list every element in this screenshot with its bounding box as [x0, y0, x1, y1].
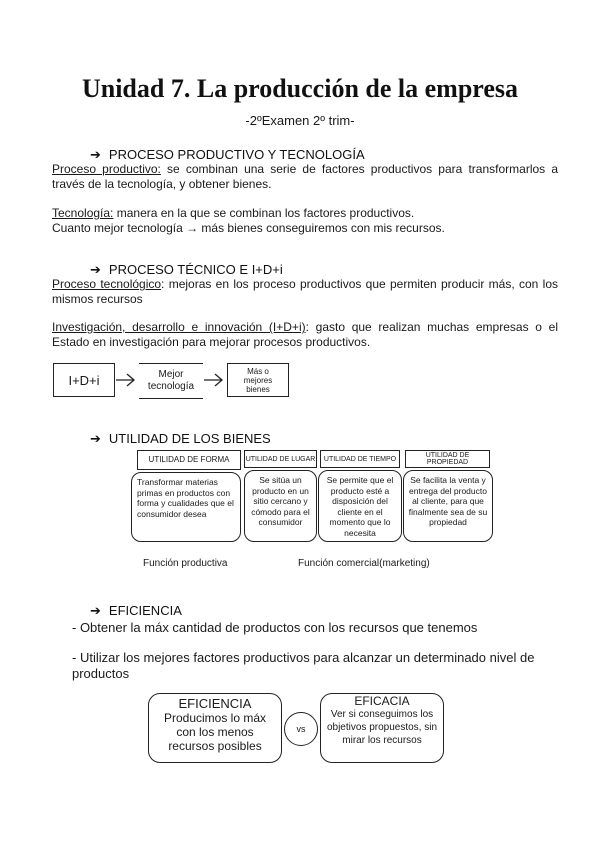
diagram-arrow-2 — [203, 370, 227, 390]
eficiencia-box — [148, 693, 282, 763]
page-title: Unidad 7. La producción de la empresa — [81, 74, 519, 103]
definition-text: se combinan una serie de factores productivos para transformarlos a través de la tecnología, y obtener bienes. — [52, 162, 558, 191]
section-heading-text: PROCESO PRODUCTIVO Y TECNOLOGÍA — [108, 147, 365, 162]
term-proceso-tecnologico: Proceso tecnológico — [52, 277, 162, 291]
diagram-arrow-1 — [115, 370, 139, 390]
diagram-box-label: Más o mejores bienes — [243, 366, 273, 394]
term-proceso-productivo: Proceso productivo: — [52, 162, 161, 176]
eficiencia-box-title: EFICIENCIA — [178, 696, 252, 711]
utilidad-body-text: Se facilita la venta y entrega del producto al cliente, para que finalmente sea de su propiedad — [408, 475, 488, 527]
eficacia-box — [320, 693, 444, 763]
utilidad-propiedad-title — [405, 450, 490, 468]
diagram-box-label: I+D+i — [68, 372, 100, 388]
section-heading-proceso-productivo — [90, 147, 365, 163]
utilidad-forma-body — [131, 472, 241, 542]
eficiencia-line-1: - Obtener la máx cantidad de productos con los recursos que tenemos — [72, 620, 478, 635]
utilidad-title-text: UTILIDAD DE PROPIEDAD — [425, 452, 470, 466]
utilidad-body-text: Se sitúa un producto en un sitio cercano y cómodo para el consumidor — [251, 475, 310, 527]
page-subtitle: -2ºExamen 2º trim- — [245, 113, 355, 128]
utilidad-body-text: Transformar materias primas en productos con forma y cualidades que el consumidor desea — [137, 477, 234, 519]
section-heading-text: EFICIENCIA — [108, 603, 182, 618]
tecnologia-consequence: Cuanto mejor tecnología → más bienes conseguiremos con mis recursos. — [52, 221, 445, 235]
eficacia-box-body: Ver si conseguimos los objetivos propuestos, sin mirar los recursos — [326, 709, 438, 746]
definition-text: : gasto que realizan muchas empresas o el Estado en investigación para mejorar procesos productivos. — [52, 320, 558, 349]
section-heading-eficiencia — [90, 603, 182, 619]
term-tecnologia: Tecnología: — [52, 206, 114, 220]
eficiencia-line-2: - Utilizar los mejores factores productivos para alcanzar un determinado nivel de productos — [72, 650, 535, 681]
arrow-icon: ➔ — [90, 262, 101, 277]
section-heading-utilidad — [90, 431, 271, 447]
paragraph-tecnologia — [52, 206, 558, 236]
arrow-icon: ➔ — [90, 147, 101, 162]
section-heading-proceso-tecnico — [90, 262, 283, 278]
utilidad-lugar-body — [244, 470, 317, 542]
label-funcion-comercial: Función comercial(marketing) — [298, 558, 430, 569]
section-heading-text: PROCESO TÉCNICO E I+D+i — [108, 262, 283, 277]
eficiencia-box-body: Producimos lo máx con los menos recursos posibles — [163, 711, 267, 753]
term-idi: Investigación, desarrollo e innovación (I+D+i) — [52, 320, 306, 334]
diagram-box-label: Mejor tecnología — [147, 369, 195, 392]
utilidad-title-text: UTILIDAD DE LUGAR — [245, 455, 316, 463]
paragraph-idi — [52, 320, 558, 350]
vs-label: vs — [296, 724, 306, 734]
utilidad-title-text: UTILIDAD DE FORMA — [148, 455, 230, 464]
utilidad-title-text: UTILIDAD DE TIEMPO — [323, 455, 397, 463]
label-funcion-productiva: Función productiva — [143, 558, 228, 569]
diagram-box-mejor-tecnologia — [139, 363, 203, 399]
eficacia-box-title: EFICACIA — [354, 694, 410, 708]
definition-text: : mejoras en los proceso productivos que permiten producir más, con los mismos recursos — [52, 277, 558, 306]
vs-circle — [284, 712, 318, 746]
arrow-icon: ➔ — [90, 431, 101, 446]
utilidad-forma-title — [137, 450, 241, 470]
definition-text: manera en la que se combinan los factores productivos. — [113, 206, 415, 220]
arrow-icon: ➔ — [90, 603, 101, 618]
utilidad-propiedad-body — [403, 470, 493, 542]
section-heading-text: UTILIDAD DE LOS BIENES — [108, 431, 271, 446]
paragraph-proceso-productivo — [52, 162, 558, 192]
paragraph-proceso-tecnologico — [52, 277, 558, 307]
utilidad-tiempo-body — [318, 470, 402, 542]
utilidad-body-text: Se permite que el producto esté a disposición del cliente en el momento que lo necesita — [326, 475, 394, 538]
utilidad-tiempo-title — [320, 450, 400, 468]
utilidad-lugar-title — [244, 450, 317, 468]
diagram-box-idi — [53, 363, 115, 397]
diagram-box-mas-bienes — [227, 363, 289, 397]
